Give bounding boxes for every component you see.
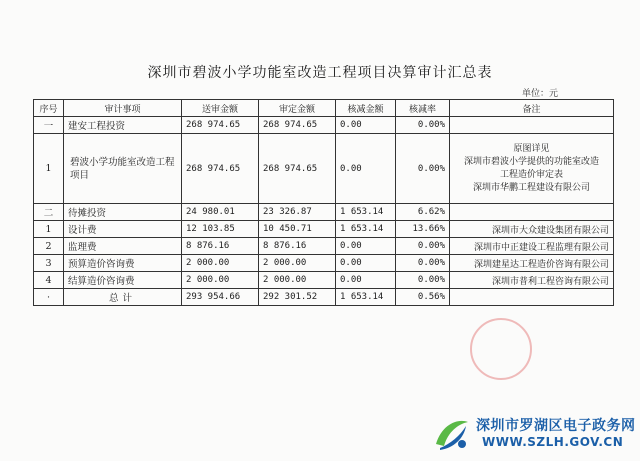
row-no: · xyxy=(34,289,64,306)
szlh-watermark-logo xyxy=(432,412,636,456)
table-row xyxy=(34,204,614,221)
watermark-name: 深圳市罗湖区电子政务网 xyxy=(476,418,636,434)
row-item: 待摊投资 xyxy=(64,204,182,221)
swoosh-logo-icon xyxy=(432,414,472,454)
row-remark: 深圳市中正建设工程监理有限公司 xyxy=(450,238,614,255)
row-item: 碧波小学功能室改造工程项目 xyxy=(64,134,182,204)
row-approved: 292 301.52 xyxy=(259,289,336,306)
table-row xyxy=(34,134,614,204)
row-item: 结算造价咨询费 xyxy=(64,272,182,289)
row-no: 4 xyxy=(34,272,64,289)
row-no: 2 xyxy=(34,238,64,255)
row-submitted: 293 954.66 xyxy=(182,289,259,306)
header-reduced: 核减金额 xyxy=(336,100,396,117)
row-submitted: 24 980.01 xyxy=(182,204,259,221)
row-no: 1 xyxy=(34,221,64,238)
row-approved: 2 000.00 xyxy=(259,255,336,272)
row-reduced: 0.00 xyxy=(336,134,396,204)
row-rate: 0.00% xyxy=(396,238,450,255)
header-approved: 审定金额 xyxy=(259,100,336,117)
table-row xyxy=(34,255,614,272)
header-no: 序号 xyxy=(34,100,64,117)
header-submitted: 送审金额 xyxy=(182,100,259,117)
audit-summary-table xyxy=(33,99,614,306)
header-item: 审计事项 xyxy=(64,100,182,117)
header-rate: 核减率 xyxy=(396,100,450,117)
row-rate: 0.00% xyxy=(396,117,450,134)
row-rate: 13.66% xyxy=(396,221,450,238)
row-reduced: 0.00 xyxy=(336,117,396,134)
row-no: 3 xyxy=(34,255,64,272)
table-row xyxy=(34,272,614,289)
row-remark xyxy=(450,204,614,221)
row-item: 设计费 xyxy=(64,221,182,238)
row-submitted: 2 000.00 xyxy=(182,272,259,289)
row-approved: 23 326.87 xyxy=(259,204,336,221)
row-reduced: 0.00 xyxy=(336,238,396,255)
remark-line: 工程造价审定表 xyxy=(499,169,563,180)
row-approved: 10 450.71 xyxy=(259,221,336,238)
row-reduced: 0.00 xyxy=(336,272,396,289)
row-approved: 8 876.16 xyxy=(259,238,336,255)
row-no: 一 xyxy=(34,117,64,134)
row-approved: 2 000.00 xyxy=(259,272,336,289)
row-rate: 0.56% xyxy=(396,289,450,306)
row-approved: 268 974.65 xyxy=(259,117,336,134)
row-reduced: 0.00 xyxy=(336,255,396,272)
row-submitted: 8 876.16 xyxy=(182,238,259,255)
official-seal-stamp xyxy=(470,318,532,380)
row-remark: 深圳建星达工程造价咨询有限公司 xyxy=(450,255,614,272)
row-submitted: 268 974.65 xyxy=(182,117,259,134)
row-no: 1 xyxy=(34,134,64,204)
table-row xyxy=(34,289,614,306)
row-approved: 268 974.65 xyxy=(259,134,336,204)
row-rate: 0.00% xyxy=(396,272,450,289)
table-row xyxy=(34,221,614,238)
row-rate: 6.62% xyxy=(396,204,450,221)
page-title: 深圳市碧波小学功能室改造工程项目决算审计汇总表 xyxy=(147,65,493,81)
table-row xyxy=(34,117,614,134)
row-rate: 0.00% xyxy=(396,255,450,272)
watermark-site: WWW.SZLH.GOV.CN xyxy=(482,435,624,449)
row-reduced: 1 653.14 xyxy=(336,204,396,221)
row-item: 总计 xyxy=(64,289,182,306)
unit-label: 单位：元 xyxy=(522,89,559,99)
remark-line: 原图详见 xyxy=(513,143,550,154)
table-header-row xyxy=(34,100,614,117)
row-submitted: 12 103.85 xyxy=(182,221,259,238)
row-reduced: 1 653.14 xyxy=(336,289,396,306)
row-remark xyxy=(450,134,614,204)
row-remark xyxy=(450,117,614,134)
table-row xyxy=(34,238,614,255)
remark-line: 深圳市华鹏工程建设有限公司 xyxy=(472,182,590,193)
row-item: 预算造价咨询费 xyxy=(64,255,182,272)
row-rate: 0.00% xyxy=(396,134,450,204)
row-item: 建安工程投资 xyxy=(64,117,182,134)
row-remark: 深圳市大众建设集团有限公司 xyxy=(450,221,614,238)
row-submitted: 2 000.00 xyxy=(182,255,259,272)
header-remark: 备注 xyxy=(450,100,614,117)
row-remark: 深圳市普利工程咨询有限公司 xyxy=(450,272,614,289)
row-remark xyxy=(450,289,614,306)
row-item: 监理费 xyxy=(64,238,182,255)
row-reduced: 1 653.14 xyxy=(336,221,396,238)
remark-line: 深圳市碧波小学提供的功能室改造 xyxy=(463,156,599,167)
row-submitted: 268 974.65 xyxy=(182,134,259,204)
row-no: 二 xyxy=(34,204,64,221)
